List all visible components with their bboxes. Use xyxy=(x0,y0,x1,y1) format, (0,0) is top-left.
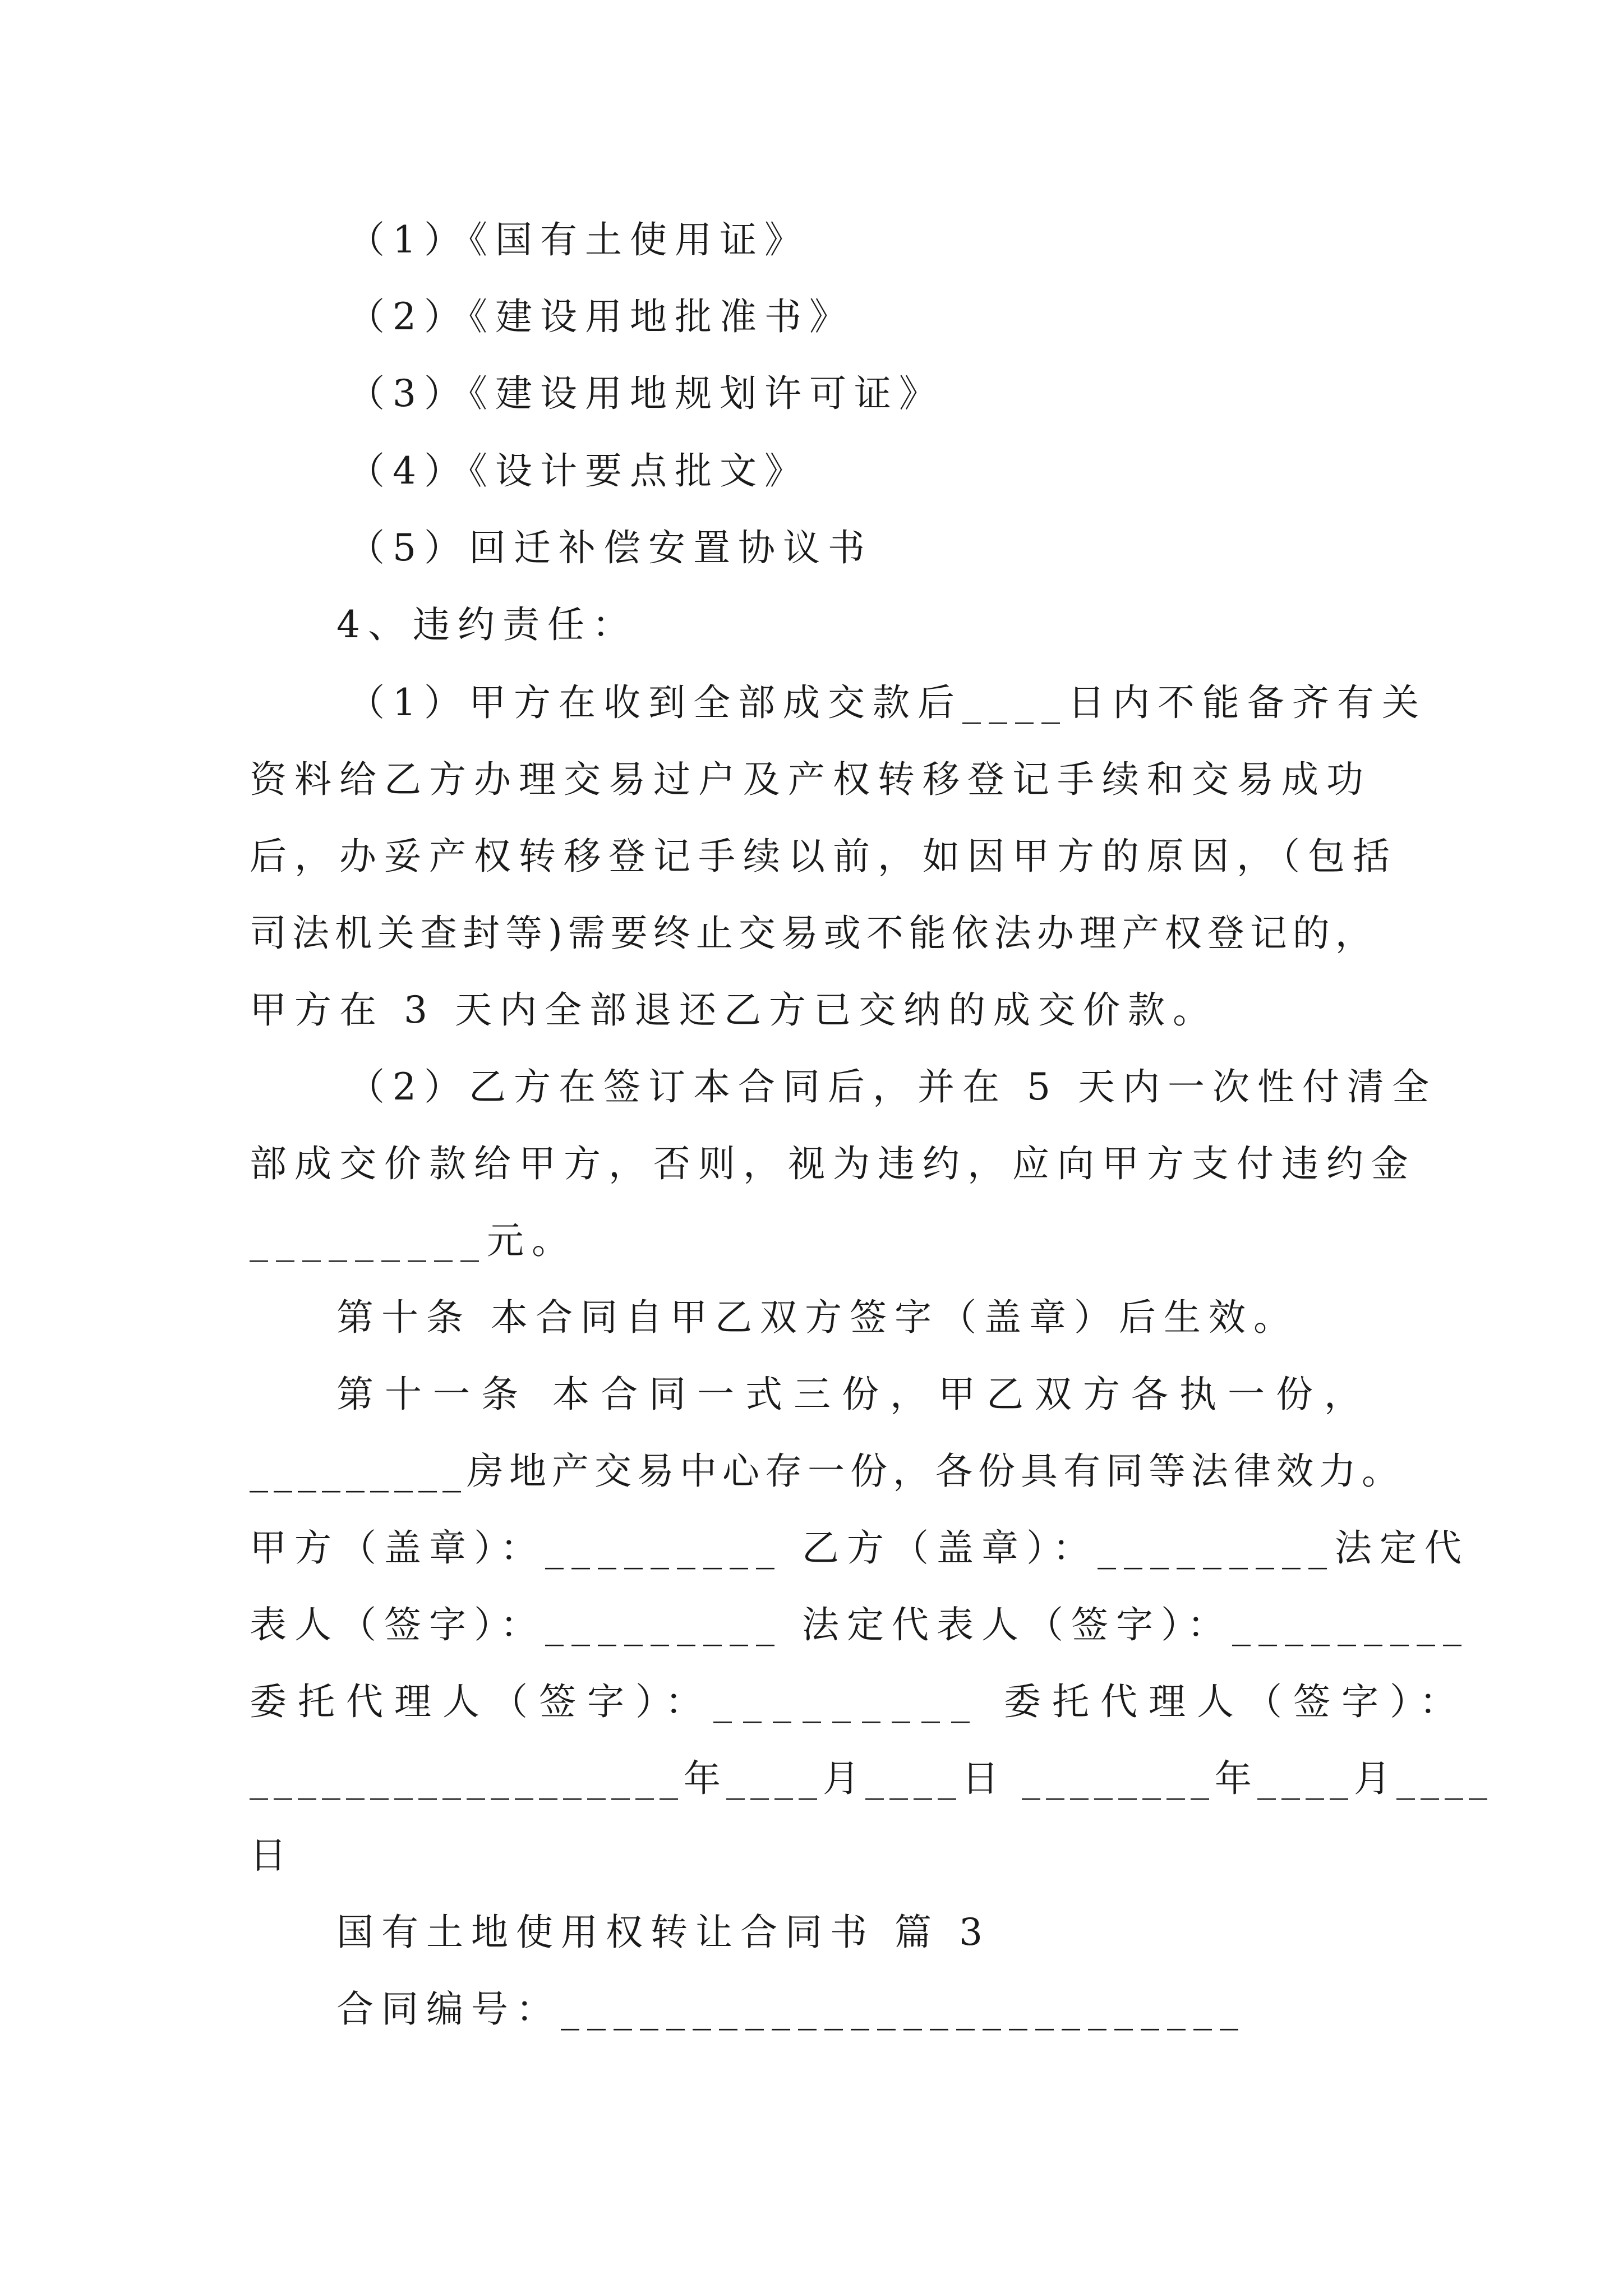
date-line: __________________年____月____日 ________年____月____ xyxy=(250,1757,1493,1800)
clause-paragraph-line: （2）乙方在签订本合同后，并在 5 天内一次性付清全 xyxy=(348,1065,1437,1108)
attachment-item-4: （4）《设计要点批文》 xyxy=(348,449,809,493)
clause-paragraph-line: 后，办妥产权转移登记手续以前，如因甲方的原因，（包括 xyxy=(250,835,1398,878)
attachment-item-1: （1）《国有土使用证》 xyxy=(348,218,809,261)
clause-paragraph-line: 部成交价款给甲方，否则，视为违约，应向甲方支付违约金 xyxy=(250,1142,1416,1185)
signature-line: 表人（签字）：_________ 法定代表人（签字）：_________ xyxy=(250,1603,1469,1646)
article-eleven-cont: _________房地产交易中心存一份，各份具有同等法律效力。 xyxy=(250,1450,1404,1493)
attachment-item-3: （3）《建设用地规划许可证》 xyxy=(348,372,944,415)
section-heading-breach: 4、违约责任： xyxy=(336,603,637,646)
signature-line: 甲方（盖章）：_________ 乙方（盖章）：_________法定代 xyxy=(250,1526,1469,1570)
article-ten: 第十条 本合同自甲乙双方签字（盖章）后生效。 xyxy=(336,1296,1298,1339)
signature-line: 委托代理人（签字）：_________ 委托代理人（签字）： xyxy=(250,1680,1468,1723)
attachment-item-5: （5）回迁补偿安置协议书 xyxy=(348,526,873,569)
clause-paragraph-line: 司法机关查封等)需要终止交易或不能依法办理产权登记的， xyxy=(250,912,1378,955)
attachment-item-2: （2）《建设用地批准书》 xyxy=(348,295,854,338)
clause-paragraph-line: 甲方在 3 天内全部退还乙方已交纳的成交价款。 xyxy=(250,988,1218,1032)
section-title: 国有土地使用权转让合同书 篇 3 xyxy=(336,1911,990,1954)
clause-paragraph-line: _________元。 xyxy=(250,1219,577,1262)
date-line-end: 日 xyxy=(250,1834,294,1877)
article-eleven: 第十一条 本合同一式三份，甲乙双方各执一份， xyxy=(336,1373,1372,1416)
contract-number-line: 合同编号：__________________________ xyxy=(336,1987,1246,2031)
clause-paragraph-line: 资料给乙方办理交易过户及产权转移登记手续和交易成功 xyxy=(250,758,1371,801)
clause-paragraph-line: （1）甲方在收到全部成交款后____日内不能备齐有关 xyxy=(348,681,1427,724)
